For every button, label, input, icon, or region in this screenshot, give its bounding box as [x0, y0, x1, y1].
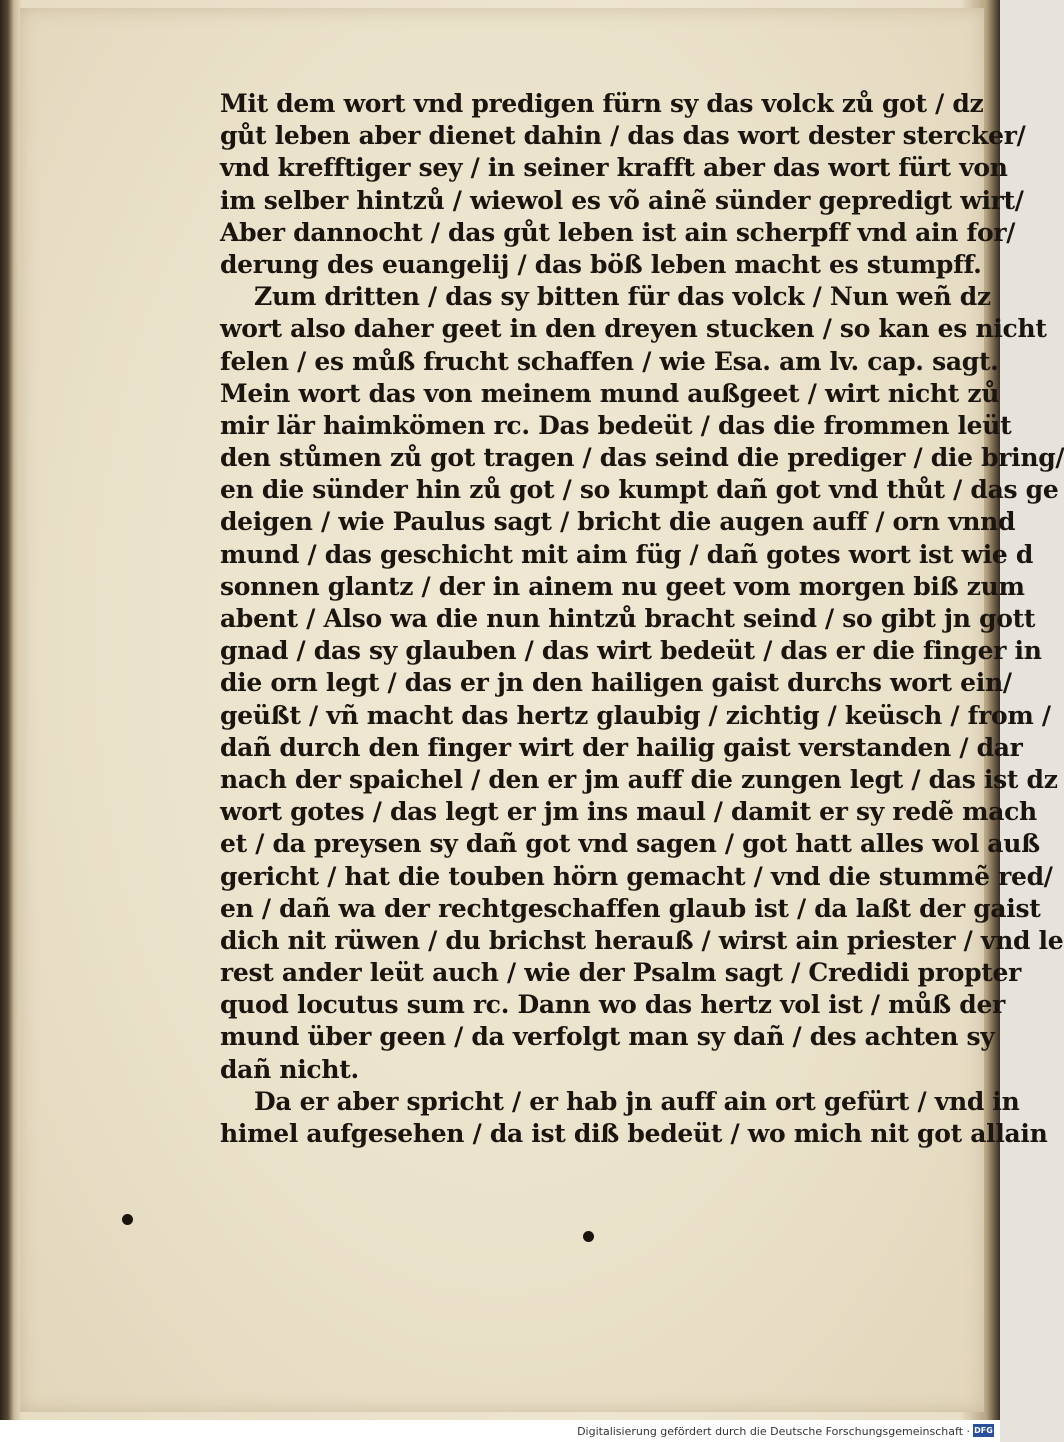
text-line: felen / es můß frucht schaffen / wie Esa. am lv. cap. sagt. — [220, 346, 999, 376]
text-line: rest ander leüt auch / wie der Psalm sagt / Credidi propter — [220, 958, 1022, 988]
ink-dot-left — [122, 1214, 133, 1225]
text-line: geüßt / vñ macht das hertz glaubig / zichtig / keüsch / from / — [220, 700, 1051, 730]
text-line: en die sünder hin zů got / so kumpt dañ got vnd thůt / das ge — [220, 475, 1059, 505]
footer-bar — [0, 1420, 1000, 1442]
dfg-logo: DFG — [974, 1426, 993, 1435]
text-line: en / dañ wa der rechtgeschaffen glaub ist / da laßt der gaist — [220, 893, 1041, 923]
text-line: Zum dritten / das sy bitten für das volck / Nun weñ dz — [254, 282, 991, 312]
text-line: gůt leben aber dienet dahin / das das wort dester stercker/ — [220, 121, 1026, 151]
text-line: dich nit rüwen / du brichst herauß / wirst ain priester / vnd le — [220, 925, 1064, 955]
text-line: den stůmen zů got tragen / das seind die prediger / die bring/ — [220, 443, 1064, 473]
text-line: dañ nicht. — [220, 1054, 359, 1084]
text-line: dañ durch den finger wirt der hailig gaist verstanden / dar — [220, 732, 1023, 762]
text-line: et / da preysen sy dañ got vnd sagen / got hatt alles wol auß — [220, 829, 1040, 859]
text-line: himel aufgesehen / da ist diß bedeüt / wo mich nit got allain — [220, 1119, 1048, 1148]
footer-credit: Digitalisierung gefördert durch die Deutsche Forschungsgemeinschaft · — [577, 1425, 970, 1438]
text-line: deigen / wie Paulus sagt / bricht die augen auff / orn vnnd — [220, 507, 1016, 537]
text-line: Mit dem wort vnd predigen fürn sy das volck zů got / dz — [220, 89, 984, 118]
text-line: vnd krefftiger sey / in seiner krafft aber das wort fürt von — [220, 153, 1008, 183]
text-line: wort gotes / das legt er jm ins maul / damit er sy redẽ mach — [220, 797, 1037, 827]
text-line: wort also daher geet in den dreyen stucken / so kan es nicht — [220, 314, 1047, 344]
text-line: im selber hintzů / wiewol es võ ainẽ sünder gepredigt wirt/ — [220, 185, 1024, 215]
page-sheet — [20, 8, 1064, 1412]
text-line: mund über geen / da verfolgt man sy dañ / des achten sy — [220, 1022, 995, 1052]
text-line: Da er aber spricht / er hab jn auff ain ort gefürt / vnd in — [254, 1086, 1020, 1116]
text-line: Mein wort das von meinem mund außgeet / wirt nicht zů — [220, 378, 1000, 408]
text-line: abent / Also wa die nun hintzů bracht seind / so gibt jn gott — [220, 604, 1036, 633]
body-text — [220, 88, 1064, 1150]
text-line: die orn legt / das er jn den hailigen gaist durchs wort ein/ — [220, 668, 1012, 698]
text-line: gericht / hat die touben hörn gemacht / vnd die stummẽ red/ — [220, 861, 1053, 891]
text-line: nach der spaichel / den er jm auff die zungen legt / das ist dz — [220, 764, 1058, 794]
text-line: mund / das geschicht mit aim füg / dañ gotes wort ist wie d — [220, 539, 1034, 569]
text-line: sonnen glantz / der in ainem nu geet vom morgen biß zum — [220, 571, 1025, 601]
text-line: mir lär haimkömen rc. Das bedeüt / das die frommen leüt — [220, 410, 1012, 440]
text-line: quod locutus sum rc. Dann wo das hertz vol ist / můß der — [220, 990, 1005, 1020]
ink-dot-center — [583, 1231, 594, 1242]
text-line: Aber dannocht / das gůt leben ist ain scherpff vnd ain for/ — [220, 217, 1016, 247]
text-line: derung des euangelij / das böß leben macht es stumpff. — [220, 249, 982, 279]
text-line: gnad / das sy glauben / das wirt bedeüt / das er die finger in — [220, 636, 1042, 666]
